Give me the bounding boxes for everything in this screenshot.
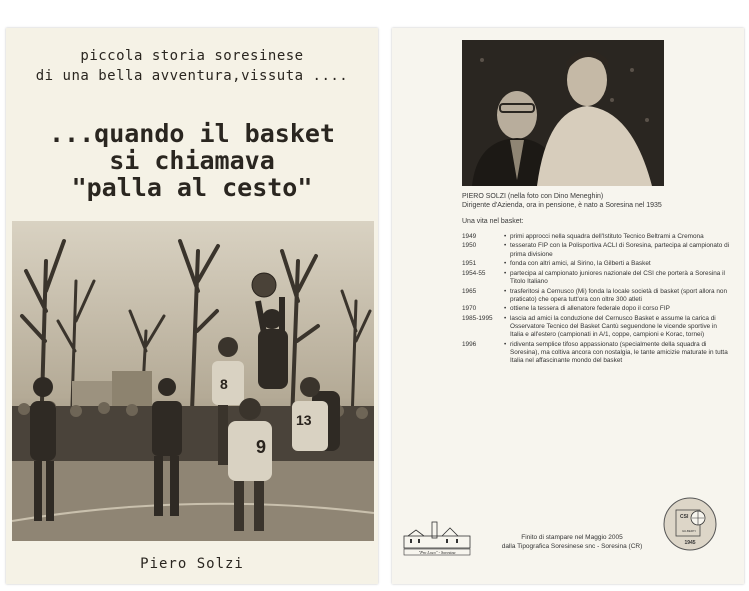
- timeline-text: • ridiventa semplice tifoso appassionato (specialmente della squadra di Soresina), ma coltiva ancora con nostalgia, le tante amicizie maturate in tutta Italia nel affascinante mondo del basket: [504, 341, 732, 366]
- timeline-entry: [462, 341, 732, 366]
- printing-note-line1: Finito di stampare nel Maggio 2005: [521, 534, 623, 541]
- timeline-text: • trasferitosi a Cernusco (Mi) fonda la locale società di basket (sport allora non praticato) che opera tutt'ora con oltre 300 atleti: [504, 288, 732, 305]
- timeline-year: 1950: [462, 242, 477, 250]
- portrait-caption: [462, 192, 732, 210]
- timeline-text: • lascia ad amici la conduzione del Cernusco Basket e assume la carica di Osservatore Tecnico del Basket Cantù seguendone le vicende sportive in Italia e all'estero (campionati in A/1, coppe, campioni e Korac, tornei): [504, 315, 732, 340]
- caption-line1: PIERO SOLZI (nella foto con Dino Meneghin): [462, 193, 604, 200]
- timeline-entry: [462, 315, 732, 340]
- cover-title-line3: "palla al cesto": [71, 173, 313, 202]
- pro-loco-logo-text: "Pro Loco" - Soresina: [418, 550, 456, 555]
- badge-csi-text: CSI: [680, 514, 689, 520]
- timeline-heading: Una vita nel basket:: [462, 218, 524, 225]
- timeline-year: 1985-1995: [462, 314, 493, 322]
- timeline-year: 1954-55: [462, 269, 486, 277]
- timeline: [462, 233, 732, 367]
- pro-loco-logo: [402, 518, 474, 556]
- cover-basketball-photo: [12, 221, 374, 541]
- timeline-year: 1949: [462, 233, 477, 240]
- printing-note-line2: dalla Tipografica Soresinese snc - Soresina (CR): [501, 542, 643, 550]
- timeline-entry: [462, 260, 732, 268]
- caption-line2: Dirigente d'Azienda, ora in pensione, è nato a Soresina nel 1935: [462, 202, 662, 209]
- badge-year-text: 1945: [684, 540, 696, 546]
- cover-title: [6, 120, 378, 201]
- timeline-year: 1996: [462, 340, 477, 348]
- cover-subtitle-line1: piccola storia soresinese: [80, 48, 304, 64]
- jersey-number-8: 8: [220, 376, 228, 392]
- timeline-entry: [462, 288, 732, 305]
- book-cover: [6, 28, 378, 584]
- timeline-year: 1965: [462, 287, 477, 295]
- timeline-year: 1951: [462, 260, 477, 268]
- csi-gilberti-badge: [662, 496, 718, 552]
- timeline-text: • fonda con altri amici, al Sirino, la Gilberti a Basket: [504, 260, 732, 268]
- badge-gilberti-text: GILBERTI: [682, 529, 696, 533]
- jersey-number-9: 9: [256, 437, 267, 457]
- printing-note: [472, 534, 672, 551]
- timeline-entry: [462, 233, 732, 241]
- timeline-text: • partecipa al campionato juniores nazionale del CSI che porterà a Soresina il Titolo Italiano: [504, 270, 732, 287]
- jersey-number-13: 13: [296, 412, 312, 428]
- book-back-cover: [392, 28, 744, 584]
- timeline-entry: [462, 270, 732, 287]
- cover-title-line1: ...quando il basket: [49, 119, 335, 148]
- timeline-text: • primi approcci nella squadra dell'Istituto Tecnico Beltrami a Cremona: [504, 233, 732, 241]
- cover-author: Piero Solzi: [140, 556, 244, 572]
- cover-title-line2: si chiamava: [109, 146, 275, 175]
- timeline-text: • tesserato FIP con la Polisportiva ACLI di Soresina, partecipa al campionato di prima divisione: [504, 242, 732, 259]
- timeline-entry: [462, 305, 732, 313]
- timeline-year: 1970: [462, 305, 477, 313]
- author-portrait-photo: [462, 40, 664, 186]
- cover-subtitle-line2: di una bella avventura,vissuta ....: [35, 68, 349, 84]
- timeline-entry: [462, 242, 732, 259]
- timeline-text: • ottiene la tessera di allenatore federale dopo il corso FIP: [504, 305, 732, 313]
